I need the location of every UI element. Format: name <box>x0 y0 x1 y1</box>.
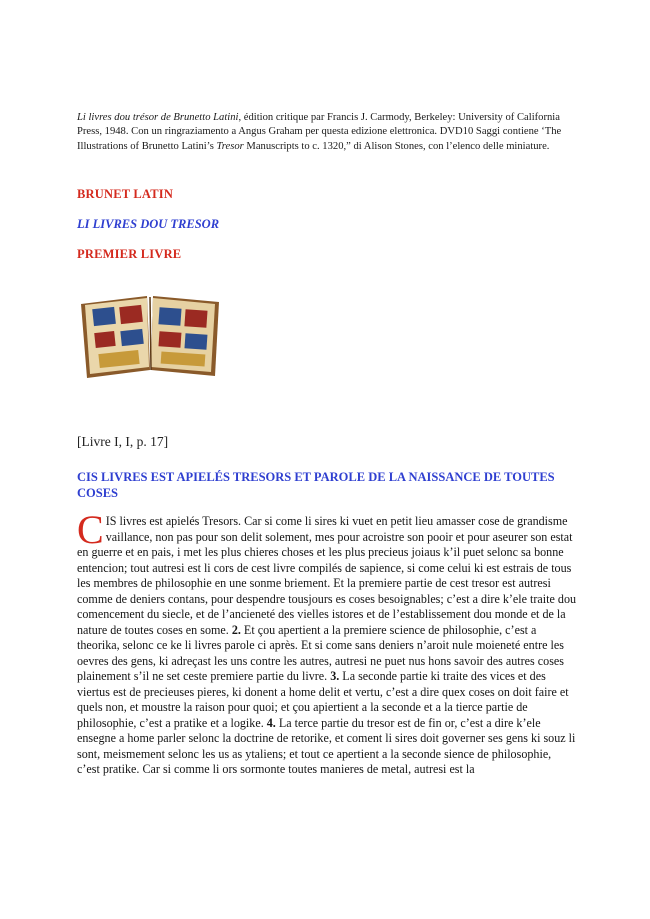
paragraph-3: La seconde partie ki traite des vices et des viertus est de precieuses pieres, ki donent a home delit et vertu, c’est a dire quex coses on doit faire et quels non, et moustre la raison pour quoi; et çou apiertient a la seconde et a la tierce partie de philosophie, c’est a pratike et a logike. <box>77 669 569 730</box>
edition-title: Li livres dou trésor de Brunetto Latini <box>77 112 239 123</box>
book-heading: PREMIER LIVRE <box>77 247 182 261</box>
author-heading: BRUNET LATIN <box>77 187 174 201</box>
manuscript-book-icon <box>77 290 223 382</box>
tresor-italic: Tresor <box>216 140 244 152</box>
section-number-4: 4. <box>266 715 276 730</box>
edition-text-2: Manuscripts to c. 1320,” di Alison Stones, con l’elenco delle miniature. <box>243 140 550 152</box>
body-text <box>77 507 577 778</box>
work-title-heading: LI LIVRES DOU TRESOR <box>77 217 220 231</box>
section-number-2: 2. <box>231 622 241 637</box>
section-number-3: 3. <box>330 669 340 683</box>
paragraph-4: La terce partie du tresor est de fin or, c’est a dire k’ele ensegne a home parler selonc la doctrine de retorike, et coment li sires doit governer ses gens ki souz li sont, meismement selonc les us as ytaliens; et tout ce apertient a la seconde sience de philosophie, c’est pratike. Car si comme li ors sormonte toutes manieres de metal, autresi est la <box>77 715 576 776</box>
chapter-title: CIS LIVRES EST APIELÉS TRESORS ET PAROLE DE LA NAISSANCE DE TOUTES COSES <box>77 470 555 500</box>
paragraph-1: IS livres est apielés Tresors. Car si come li sires ki vuet en petit lieu amasser cose de grandisme vaillance, non pas pour son delit solement, mes pour acroistre son pooir et pour aseurer son estat en guerre et en pais, i met les plus chieres choses et les plus precieus joiaus k’il puet selonc sa bonne entencion; tout autresi est li cors de cest livre compilés de sapience, si come celui ki est estrais de tous les membres de philosophie en une sonme briement. Et la premiere partie de cest tresor est autresi comme de deniers contans, pour despendre tousjours es coses besoignables; c’est a dire k’ele traite dou comencement du siecle, et de l’ancieneté des vielles istores et de l’establissement dou monde et de la nature de toutes coses en some. <box>77 514 577 637</box>
drop-cap: C <box>77 507 104 552</box>
page-reference: [Livre I, I, p. 17] <box>77 434 169 449</box>
edition-note <box>77 111 582 154</box>
edition-text-1: , édition critique par Francis J. Carmody, Berkeley: University of California Press, 1948. Con un ringraziamento a Angus Graham per questa edizione elettronica. DVD10 Saggi contiene ‘The Illustrations of Brunetto Latini’s <box>77 112 562 152</box>
paragraph-2: Et çou apertient a la premiere science de philosophie, c’est a theorika, selonc ce ke li livres parole ci après. Et si come sans deniers n’aroit nule moieneté entre les oevres des gens, ki adreçast les uns contre les autres, autresi ne puet nus hons savoir des autres coses plainement s’il ne set ceste premiere partie du livre. <box>77 622 564 683</box>
